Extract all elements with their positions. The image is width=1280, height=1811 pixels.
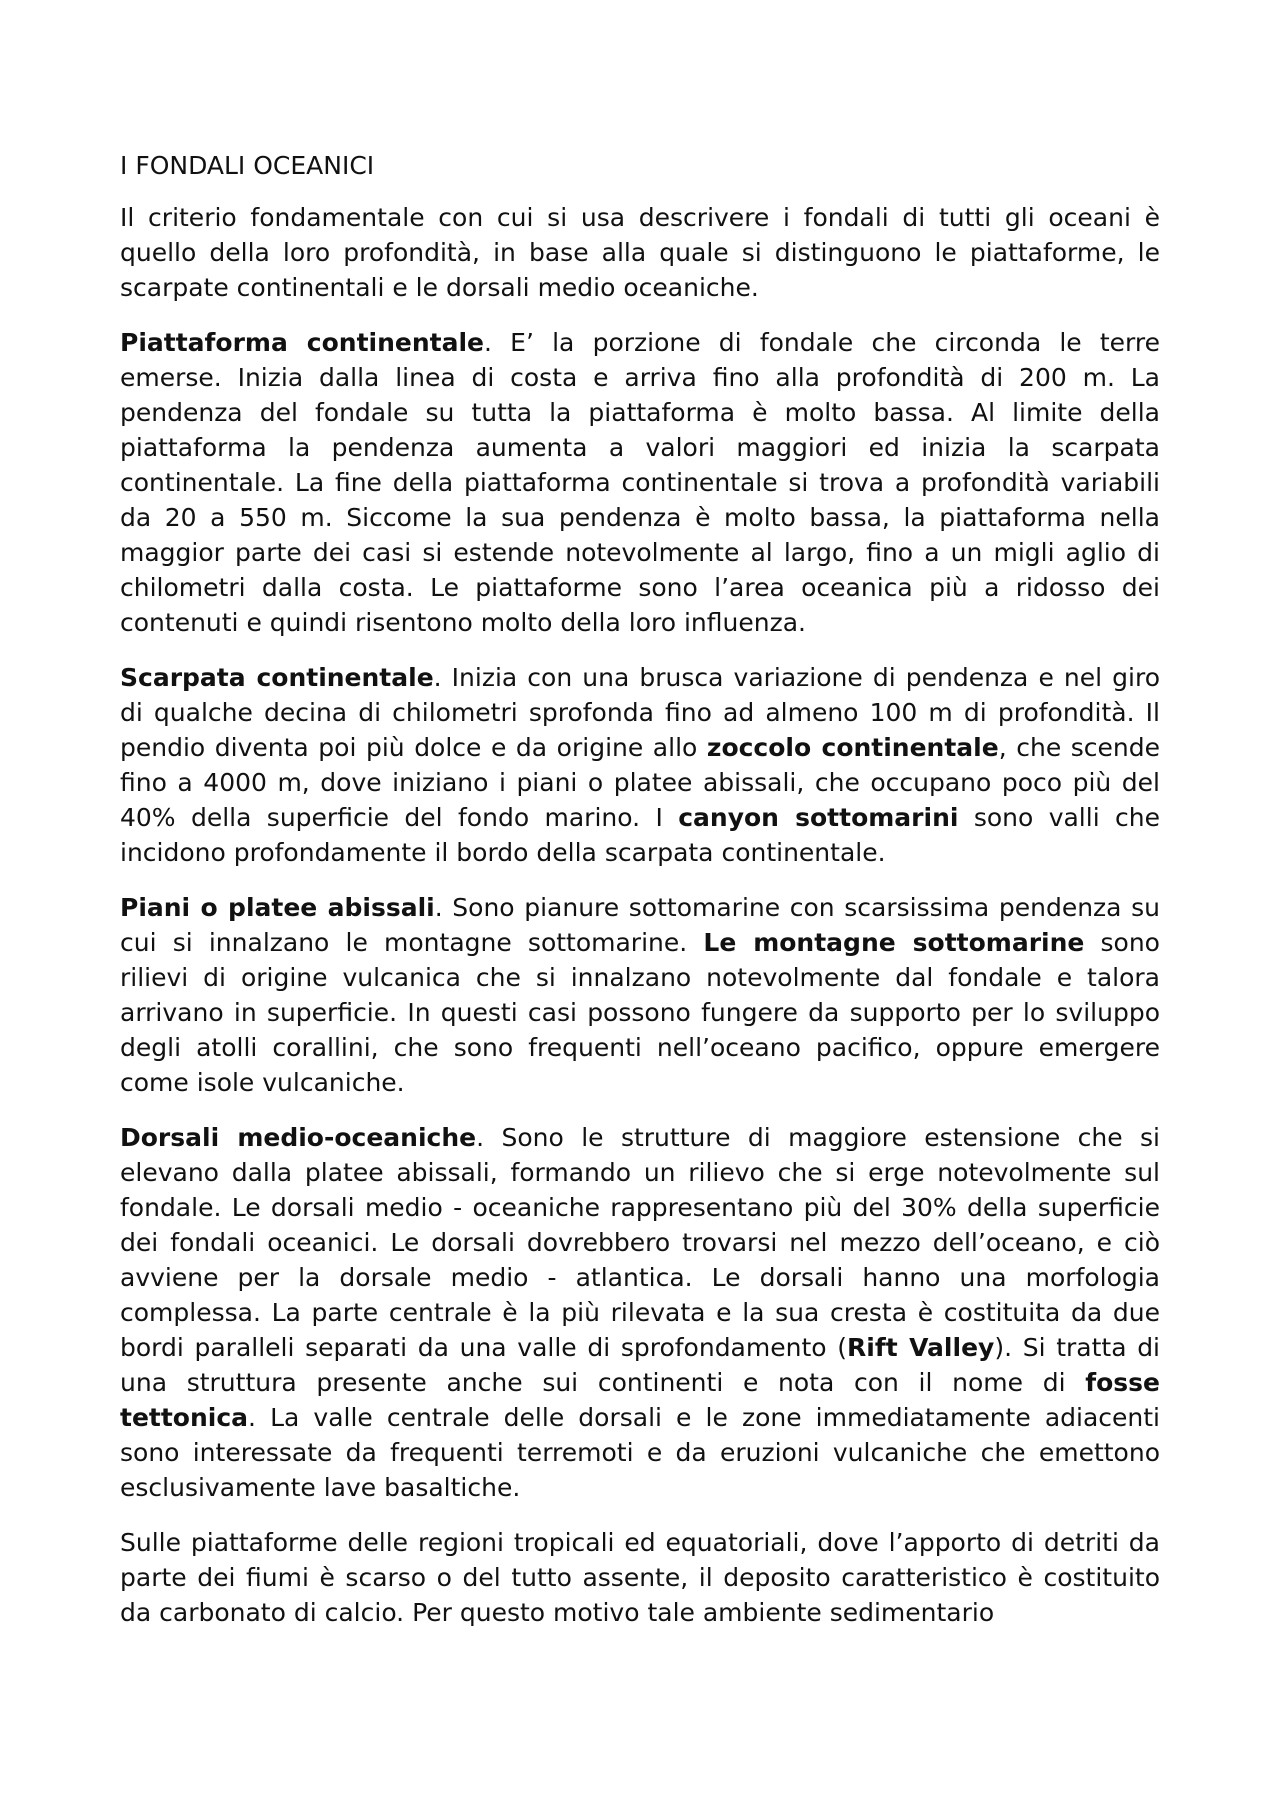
paragraph-piattaforme-tropicali: Sulle piattaforme delle regioni tropicali ed equatoriali, dove l’apporto di detriti da parte dei fiumi è scarso o del tutto assente, il deposito caratteristico è costituito da carbonato di calcio. Per questo motivo tale ambiente sedimentario (120, 1528, 1160, 1627)
paragraph-text: . Sono le strutture di maggiore estensione che si elevano dalla platee abissali, formando un rilievo che si erge notevolmente sul fondale. Le dorsali medio - oceaniche rappresentano più del 30% della superficie dei fondali oceanici. Le dorsali dovrebbero trovarsi nel mezzo dell’oceano, e ciò avviene per la dorsale medio - atlantica. Le dorsali hanno una morfologia complessa. La parte centrale è la più rilevata e la sua cresta è costituita da due bordi paralleli separati da una valle di sprofondamento ( (120, 1123, 1160, 1362)
paragraph-text: . E’ la porzione di fondale che circonda le terre emerse. Inizia dalla linea di costa e arriva fino alla profondità di 200 m. La pendenza del fondale su tutta la piattaforma è molto bassa. Al limite della piattaforma la pendenza aumenta a valori maggiori ed inizia la scarpata continentale. La fine della piattaforma continentale si trova a profondità variabili da 20 a 550 m. Siccome la sua pendenza è molto bassa, la piattaforma nella maggior parte dei casi si estende notevolmente al largo, fino a un migli aglio di chilometri dalla costa. Le piattaforme sono l’area oceanica più a ridosso dei contenuti e quindi risentono molto della loro influenza. (120, 328, 1160, 637)
paragraph-piattaforma (120, 325, 1160, 640)
paragraph-text: . La valle centrale delle dorsali e le zone immediatamente adiacenti sono interessate da frequenti terremoti e da eruzioni vulcaniche che emettono esclusivamente lave basaltiche. (120, 1403, 1160, 1502)
term-rift-valley: Rift Valley (847, 1333, 995, 1362)
paragraph-scarpata (120, 660, 1160, 870)
term-fosse-tettonica: fosse tettonica (120, 1368, 1160, 1432)
term-dorsali-medio-oceaniche: Dorsali medio-oceaniche (120, 1123, 477, 1152)
term-zoccolo-continentale: zoccolo continentale (706, 733, 999, 762)
paragraph-text: sono valli che incidono profondamente il bordo della scarpata continentale. (120, 803, 1161, 867)
term-canyon-sottomarini: canyon sottomarini (678, 803, 959, 832)
term-scarpata-continentale: Scarpata continentale (120, 663, 434, 692)
term-piattaforma-continentale: Piattaforma continentale (120, 328, 485, 357)
paragraph-text: , che scende fino a 4000 m, dove iniziano i piani o platee abissali, che occupano poco più del 40% della superficie del fondo marino. I (120, 733, 1161, 832)
paragraph-text: sono rilievi di origine vulcanica che si innalzano notevolmente dal fondale e talora arrivano in superficie. In questi casi possono fungere da supporto per lo sviluppo degli atolli corallini, che sono frequenti nell’oceano pacifico, oppure emergere come isole vulcaniche. (120, 928, 1160, 1097)
paragraph-dorsali (120, 1120, 1160, 1505)
paragraph-text: ). Si tratta di una struttura presente anche sui continenti e nota con il nome di (120, 1333, 1161, 1397)
term-montagne-sottomarine: Le montagne sottomarine (703, 928, 1085, 957)
paragraph-piani-abissali (120, 890, 1160, 1100)
paragraph-text: . Sono pianure sottomarine con scarsissima pendenza su cui si innalzano le montagne sottomarine. (120, 893, 1160, 957)
term-piani-platee-abissali: Piani o platee abissali (120, 893, 435, 922)
document-page (120, 148, 1160, 1650)
document-title: I FONDALI OCEANICI (120, 151, 375, 180)
paragraph-intro: Il criterio fondamentale con cui si usa descrivere i fondali di tutti gli oceani è quello della loro profondità, in base alla quale si distinguono le piattaforme, le scarpate continentali e le dorsali medio oceaniche. (120, 203, 1160, 302)
paragraph-text: . Inizia con una brusca variazione di pendenza e nel giro di qualche decina di chilometri sprofonda fino ad almeno 100 m di profondità. Il pendio diventa poi più dolce e da origine allo (120, 663, 1160, 762)
